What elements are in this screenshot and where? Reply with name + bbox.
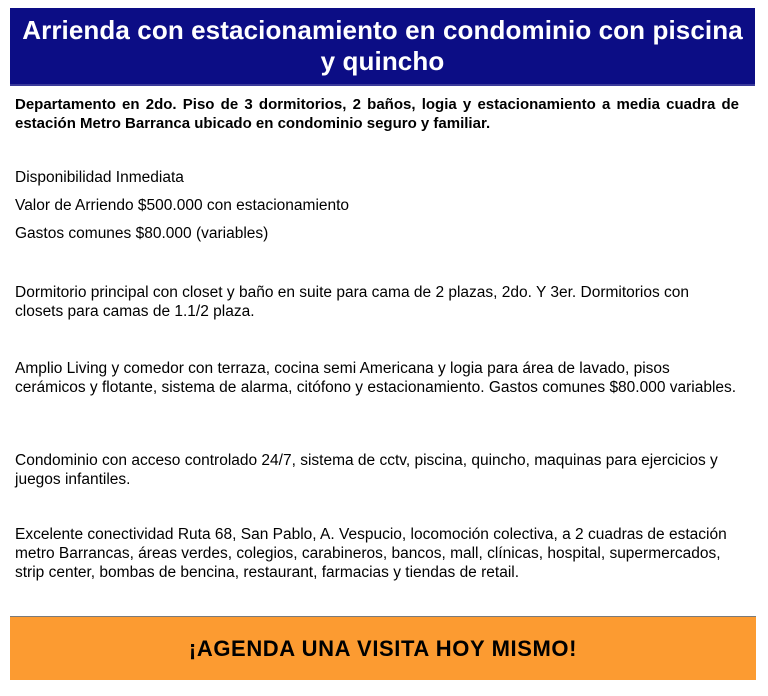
- paragraph-bedrooms: Dormitorio principal con closet y baño en suite para cama de 2 plazas, 2do. Y 3er. Dormitorios con closets para camas de 1.1/2 plaza.: [15, 284, 690, 320]
- key-facts-list: [15, 168, 739, 243]
- intro-text: Departamento en 2do. Piso de 3 dormitorios, 2 baños, logia y estacionamiento a media cuadra de estación Metro Barranca ubicado en condominio seguro y familiar.: [15, 96, 739, 132]
- page-title: Arrienda con estacionamiento en condominio con piscina y quincho: [22, 15, 743, 76]
- paragraph-condominium: Condominio con acceso controlado 24/7, sistema de cctv, piscina, quincho, maquinas para ejercicios y juegos infantiles.: [15, 452, 718, 488]
- paragraph-connectivity: Excelente conectividad Ruta 68, San Pablo, A. Vespucio, locomoción colectiva, a 2 cuadras de estación metro Barrancas, áreas verdes, colegios, carabineros, bancos, mall, clínicas, hospital, supermercados, strip center, bombas de bencina, restaurant, farmacias y tiendas de retail.: [15, 526, 727, 581]
- paragraph-living: Amplio Living y comedor con terraza, cocina semi Americana y logia para área de lavado, pisos cerámicos y flotante, sistema de alarma, citófono y estacionamiento. Gastos comunes $80.000 variables.: [15, 360, 737, 396]
- listing-content: [15, 95, 739, 581]
- header-banner: [10, 8, 755, 86]
- schedule-visit-label: ¡AGENDA UNA VISITA HOY MISMO!: [188, 635, 578, 661]
- schedule-visit-button[interactable]: [10, 616, 756, 680]
- fact-common-expenses: Gastos comunes $80.000 (variables): [15, 225, 269, 242]
- fact-availability: Disponibilidad Inmediata: [15, 169, 184, 186]
- fact-rent-price: Valor de Arriendo $500.000 con estacionamiento: [15, 197, 350, 214]
